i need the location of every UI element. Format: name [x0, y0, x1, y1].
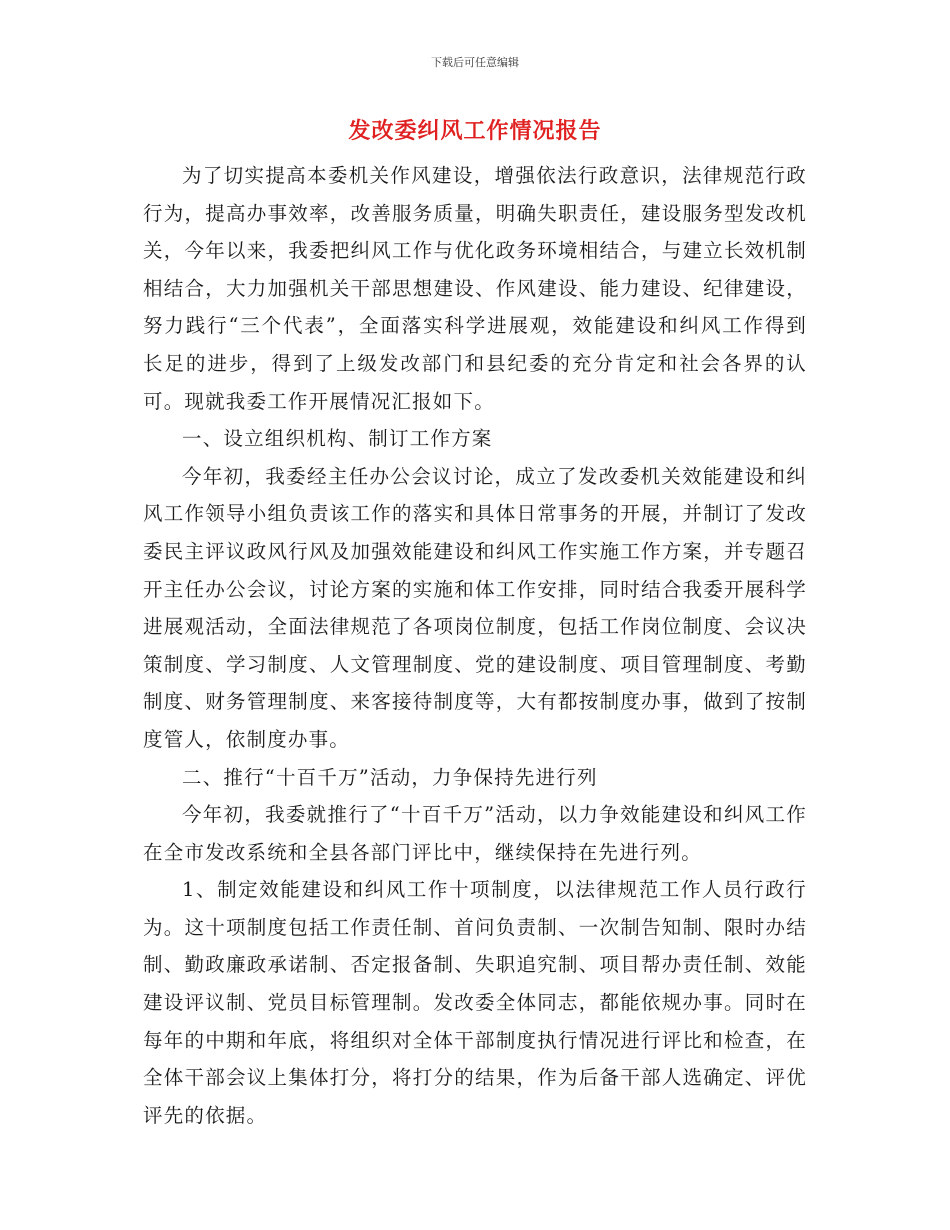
section-heading-1: 一、设立组织机构、制订工作方案 — [182, 427, 493, 451]
document-title: 发改委纠风工作情况报告 — [348, 118, 602, 144]
document-body — [143, 157, 807, 1134]
section-2-item-1-paragraph: 1、制定效能建设和纠风工作十项制度，以法律规范工作人员行政行为。这十项制度包括工作责任制、首问负责制、一次制告知制、限时办结制、勤政廉政承诺制、否定报备制、失职追究制、项目帮办责任制、效能建设评议制、党员目标管理制。发改委全体同志，都能依规办事。同时在每年的中期和年底，将组织对全体干部制度执行情况进行评比和检查，在全体干部会议上集体打分，将打分的结果，作为后备干部人选确定、评优评先的依据。 — [143, 878, 807, 1127]
section-2-paragraph: 今年初，我委就推行了“十百千万”活动，以力争效能建设和纠风工作在全市发改系统和全县各部门评比中，继续保持在先进行列。 — [143, 803, 807, 864]
intro-paragraph: 为了切实提高本委机关作风建设，增强依法行政意识，法律规范行政行为，提高办事效率，改善服务质量，明确失职责任，建设服务型发改机关，今年以来，我委把纠风工作与优化政务环境相结合，与建立长效机制相结合，大力加强机关干部思想建设、作风建设、能力建设、纪律建设，努力践行“三个代表”，全面落实科学进展观，效能建设和纠风工作得到长足的进步，得到了上级发改部门和县纪委的充分肯定和社会各界的认可。现就我委工作开展情况汇报如下。 — [143, 164, 807, 413]
section-heading-2: 二、推行“十百千万”活动，力争保持先进行列 — [182, 765, 598, 789]
page-header-note: 下载后可任意编辑 — [431, 56, 519, 69]
section-1-paragraph: 今年初，我委经主任办公会议讨论，成立了发改委机关效能建设和纠风工作领导小组负责该工作的落实和具体日常事务的开展，并制订了发改委民主评议政风行风及加强效能建设和纠风工作实施工作方案，并专题召开主任办公会议，讨论方案的实施和体工作安排，同时结合我委开展科学进展观活动，全面法律规范了各项岗位制度，包括工作岗位制度、会议决策制度、学习制度、人文管理制度、党的建设制度、项目管理制度、考勤制度、财务管理制度、来客接待制度等，大有都按制度办事，做到了按制度管人，依制度办事。 — [143, 464, 807, 751]
